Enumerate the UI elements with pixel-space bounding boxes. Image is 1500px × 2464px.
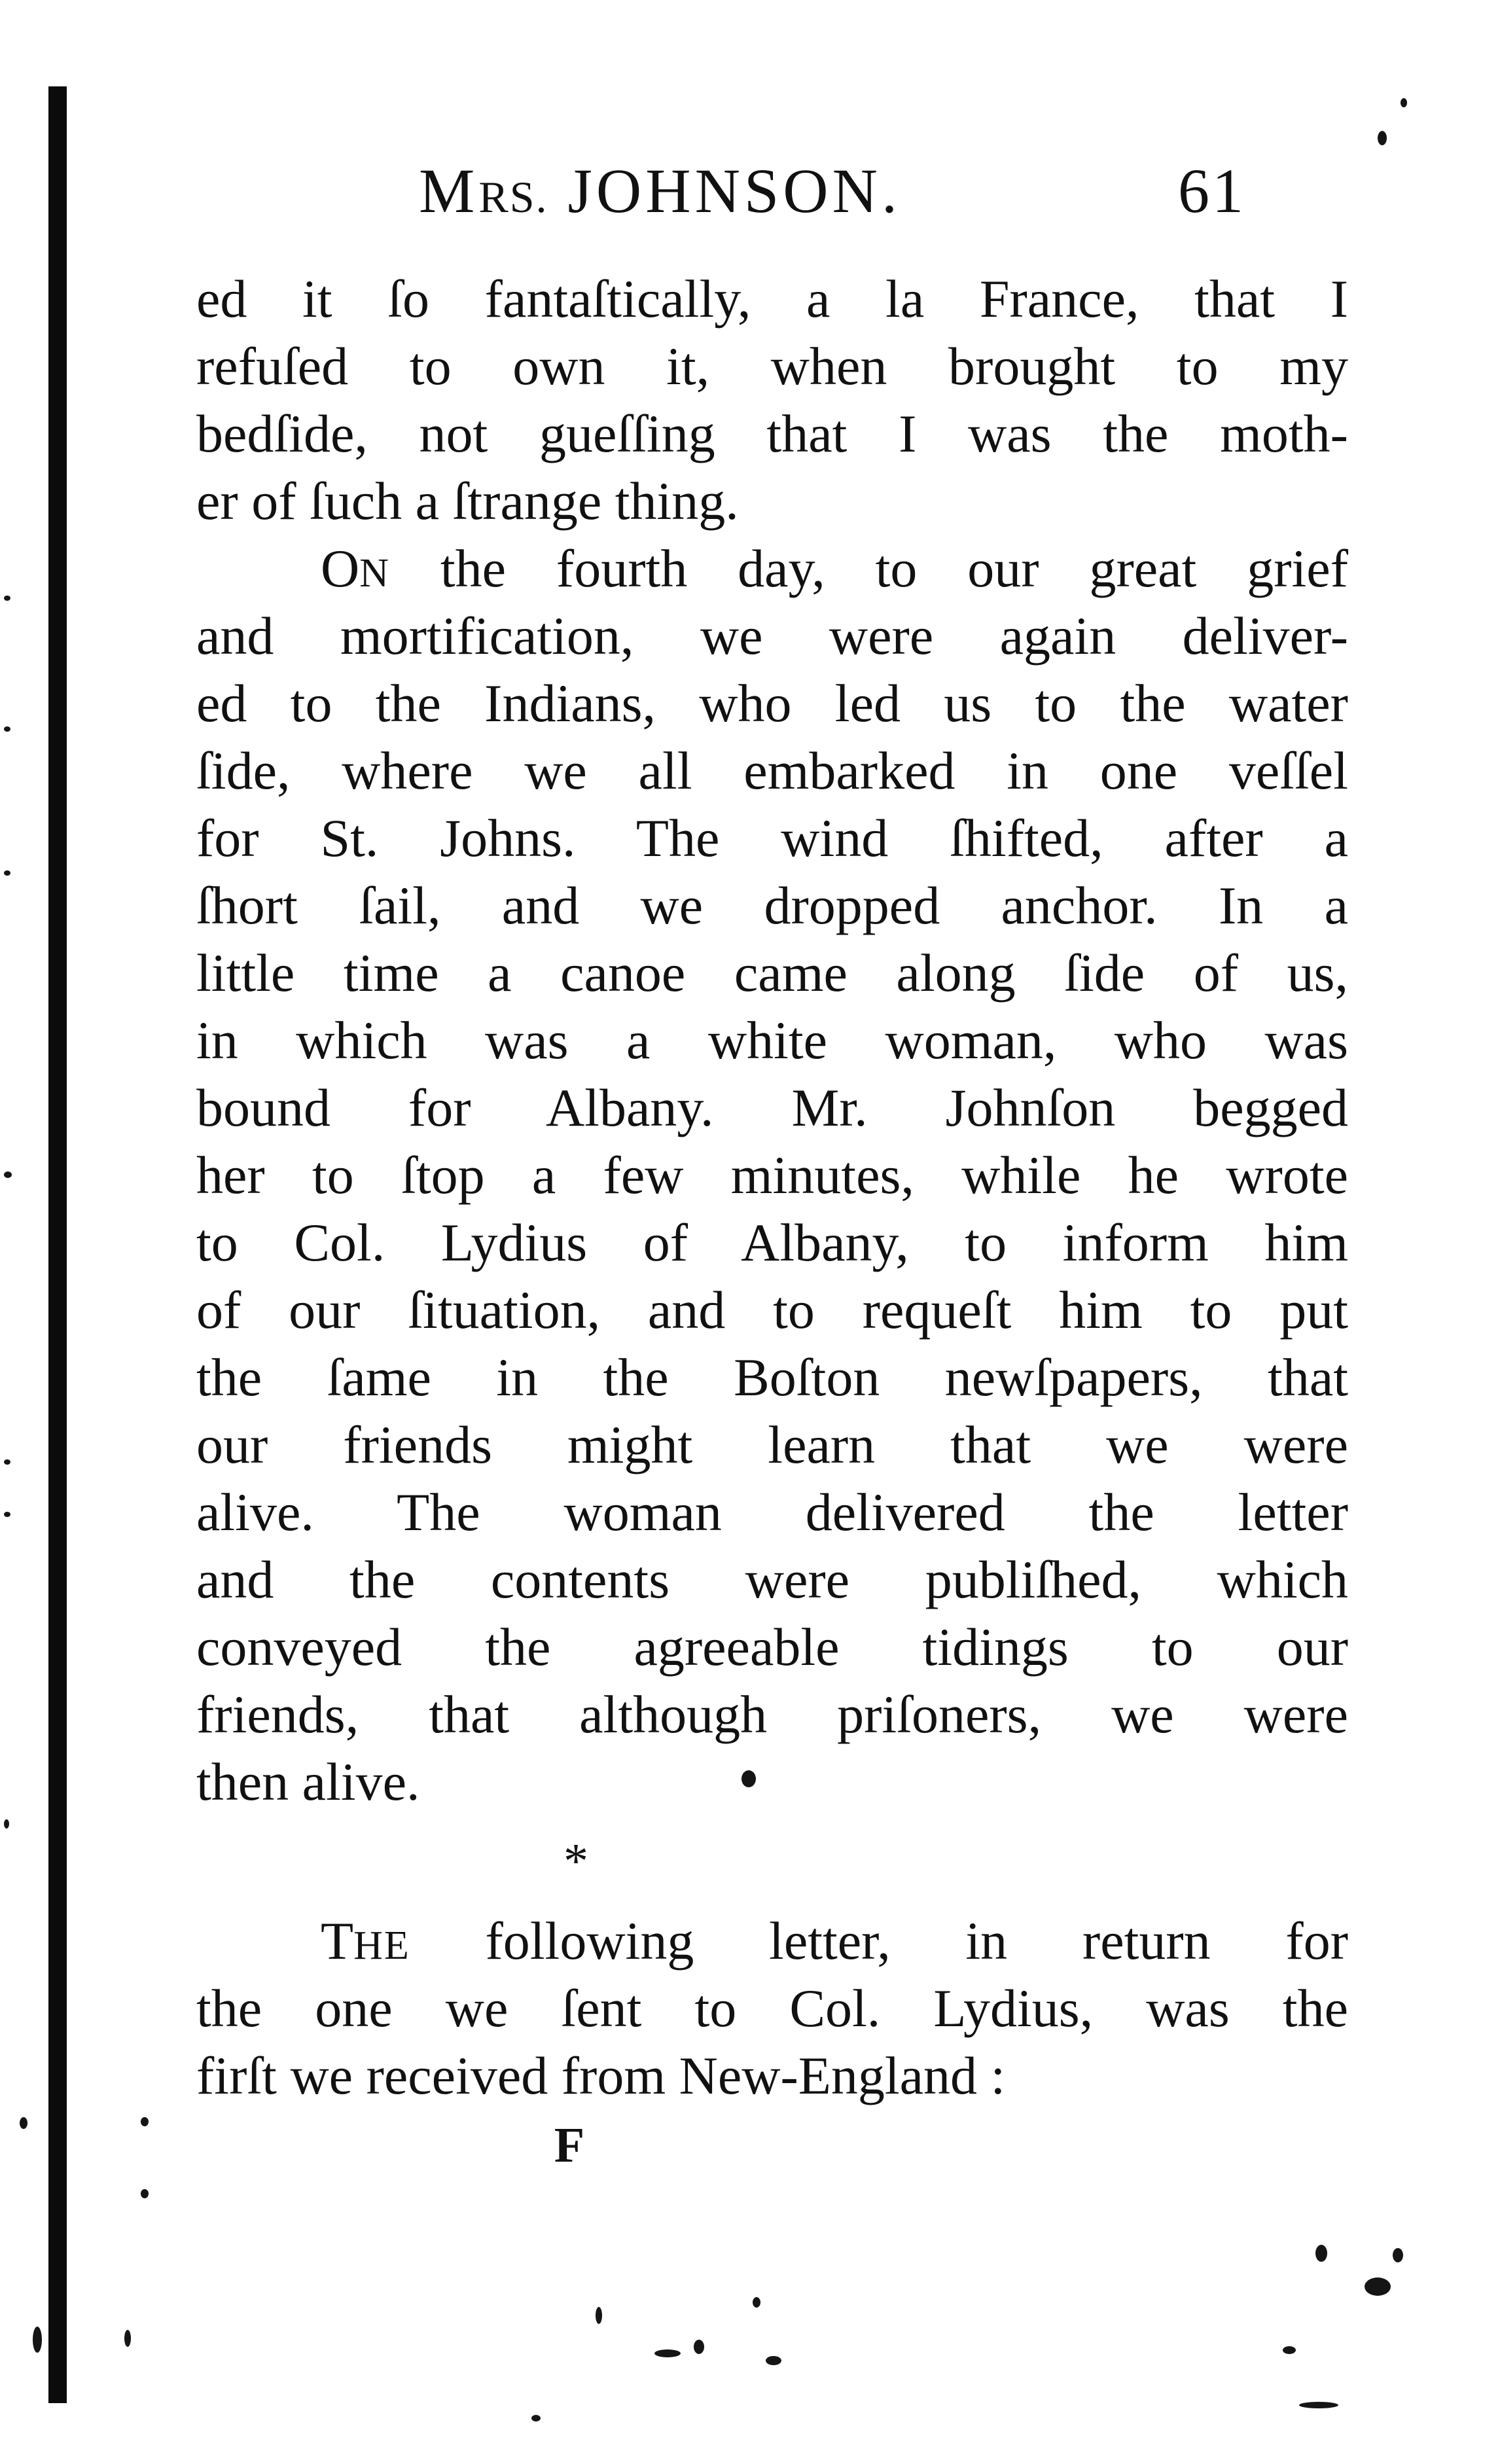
scan-speck <box>1315 2245 1327 2262</box>
opening-text: following letter, in return for <box>410 1911 1348 1971</box>
scan-speck <box>1378 131 1387 145</box>
text-line: firſt we received from New-England : <box>196 2046 1006 2105</box>
text-line: bound for Albany. Mr. Johnſon begged <box>196 1078 1348 1137</box>
text-line: ſhort ſail, and we dropped anchor. In a <box>196 876 1348 935</box>
text-line: then alive. <box>196 1752 420 1812</box>
scan-speck <box>741 1770 756 1787</box>
scan-speck <box>1283 2346 1296 2354</box>
text-line: ſide, where we all embarked in one veſſel <box>196 741 1348 800</box>
text-line: alive. The woman delivered the letter <box>196 1482 1348 1542</box>
scan-speck <box>596 2307 602 2324</box>
scan-speck <box>1365 2277 1391 2296</box>
running-head-title <box>419 154 901 227</box>
text-line: in which was a white woman, who was <box>196 1010 1348 1070</box>
paragraph-opening-line <box>196 1907 1348 1974</box>
scan-speck <box>753 2297 760 2308</box>
small-caps: N <box>359 551 390 596</box>
scan-speck <box>4 726 10 732</box>
scan-speck <box>1299 2402 1338 2408</box>
text-line: the one we ſent to Col. Lydius, was the <box>196 1978 1348 2038</box>
scan-speck <box>4 1171 12 1178</box>
scan-speck <box>766 2356 781 2365</box>
text-line: bedſide, not gueſſing that I was the moth- <box>196 404 1348 463</box>
text-line: ed to the Indians, who led us to the water <box>196 673 1348 733</box>
scan-speck <box>20 2117 27 2129</box>
section-separator-mark: * <box>563 1834 588 1889</box>
text-line: er of ſuch a ſtrange thing. <box>196 471 739 531</box>
text-line: friends, that although priſoners, we were <box>196 1685 1348 1744</box>
text-line: and mortification, we were again deliver- <box>196 606 1348 666</box>
running-head <box>196 137 1348 236</box>
running-head-surname: JOHNSON. <box>567 156 901 226</box>
scan-speck <box>694 2340 704 2354</box>
text-line: of our ſituation, and to requeſt him to put <box>196 1280 1348 1340</box>
running-head-initial: M <box>419 156 479 226</box>
scan-speck <box>4 1512 10 1517</box>
small-caps: HE <box>353 1923 410 1968</box>
scan-speck <box>141 2189 149 2198</box>
paragraph-opening-line <box>196 535 1348 602</box>
text-line: conveyed the agreeable tidings to our <box>196 1617 1348 1677</box>
scan-speck <box>4 1819 9 1829</box>
signature-mark: F <box>554 2118 585 2173</box>
text-line: ed it ſo fantaſtically, a la France, that I <box>196 269 1348 329</box>
text-line: her to ſtop a few minutes, while he wrote <box>196 1145 1348 1205</box>
scan-speck <box>4 870 10 876</box>
text-line: our friends might learn that we were <box>196 1415 1348 1474</box>
text-line: the ſame in the Boſton newſpapers, that <box>196 1348 1348 1407</box>
scan-speck <box>531 2415 541 2421</box>
scan-speck <box>141 2117 149 2126</box>
scan-speck <box>124 2330 131 2347</box>
scan-speck <box>654 2349 681 2357</box>
text-line: refuſed to own it, when brought to my <box>196 336 1348 396</box>
text-line: little time a canoe came along ſide of us, <box>196 943 1348 1003</box>
scan-speck <box>1401 98 1407 107</box>
running-head-small-caps: RS. <box>478 172 548 222</box>
scan-speck <box>1393 2248 1403 2262</box>
text-line: to Col. Lydius of Albany, to inform him <box>196 1213 1348 1272</box>
text-line: and the contents were publiſhed, which <box>196 1550 1348 1609</box>
text-line: for St. Johns. The wind ſhifted, after a <box>196 808 1348 868</box>
drop-initial: T <box>321 1911 354 1971</box>
drop-initial: O <box>321 539 360 598</box>
page-edge-shadow <box>48 86 67 2403</box>
book-page <box>196 137 1348 2363</box>
opening-text: the fourth day, to our great grief <box>390 539 1348 598</box>
body-text <box>196 265 1348 2181</box>
page-number: 61 <box>1178 156 1246 226</box>
scan-speck <box>4 596 10 601</box>
scan-speck <box>33 2327 42 2353</box>
scan-speck <box>4 1459 10 1465</box>
